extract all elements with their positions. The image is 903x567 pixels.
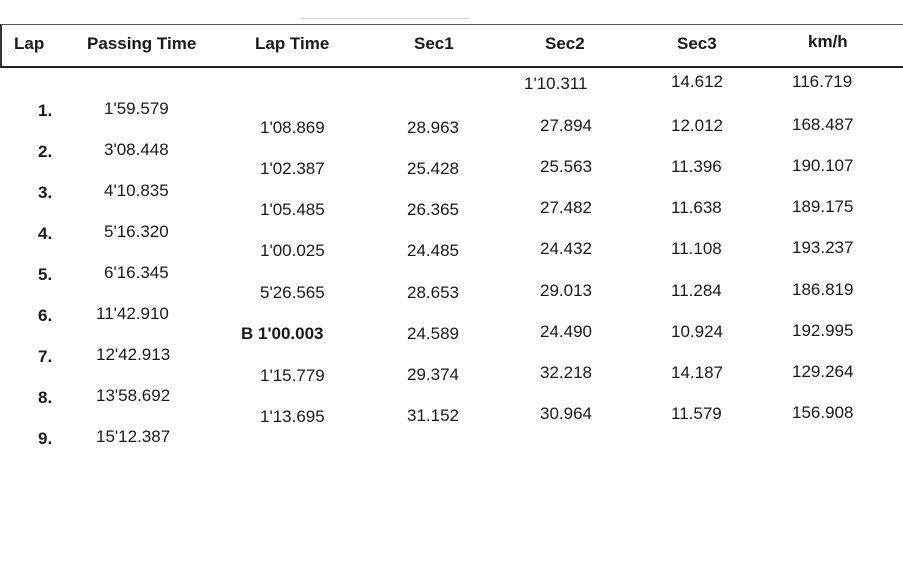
speed-value: 190.107 bbox=[792, 156, 854, 175]
top-divider bbox=[300, 18, 470, 19]
sec2-value: 29.013 bbox=[540, 281, 592, 300]
sec3-value: 14.187 bbox=[671, 363, 723, 382]
header-sec3: Sec3 bbox=[677, 34, 717, 53]
header-passing-time: Passing Time bbox=[87, 34, 197, 53]
sec2-value: 24.432 bbox=[540, 239, 592, 258]
sec2-value: 24.490 bbox=[540, 322, 592, 341]
header-lap-time: Lap Time bbox=[255, 34, 330, 53]
sec1-value: 28.963 bbox=[407, 118, 459, 137]
sec1-value: 25.428 bbox=[407, 159, 459, 178]
sec3-value: 11.638 bbox=[671, 198, 722, 217]
passing-time: 15'12.387 bbox=[96, 427, 171, 446]
sec3-value: 11.108 bbox=[671, 239, 722, 258]
passing-time: 13'58.692 bbox=[96, 386, 171, 405]
sec1-value: 28.653 bbox=[407, 283, 459, 302]
best-lap-time: B 1'00.003 bbox=[241, 324, 324, 343]
lap-time: 1'08.869 bbox=[260, 118, 325, 137]
sec3-value: 11.579 bbox=[671, 404, 722, 423]
lap-time: 1'00.025 bbox=[260, 241, 325, 260]
speed-value: 193.237 bbox=[792, 238, 854, 257]
sec3-value: 12.012 bbox=[671, 116, 723, 135]
lap-number: 5. bbox=[38, 265, 53, 284]
sec2-value: 32.218 bbox=[540, 363, 592, 382]
sec1-value: 24.589 bbox=[407, 324, 459, 343]
lap-time: 5'26.565 bbox=[260, 283, 325, 302]
header-lap: Lap bbox=[14, 34, 45, 53]
lap-number: 7. bbox=[38, 347, 53, 366]
first-speed: 116.719 bbox=[792, 72, 853, 91]
first-sec3: 14.612 bbox=[671, 72, 723, 91]
passing-time: 11'42.910 bbox=[96, 304, 169, 323]
sec2-value: 27.894 bbox=[540, 116, 592, 135]
lap-number: 3. bbox=[38, 183, 53, 202]
speed-value: 129.264 bbox=[792, 362, 854, 381]
header-sec2: Sec2 bbox=[545, 34, 585, 53]
passing-time: 3'08.448 bbox=[104, 140, 169, 159]
sec2-value: 30.964 bbox=[540, 404, 592, 423]
speed-value: 186.819 bbox=[792, 280, 854, 299]
sec3-value: 10.924 bbox=[671, 322, 723, 341]
lap-time: 1'13.695 bbox=[260, 407, 325, 426]
passing-time: 12'42.913 bbox=[96, 345, 171, 364]
speed-value: 189.175 bbox=[792, 197, 854, 216]
lap-number: 6. bbox=[38, 306, 53, 325]
passing-time: 5'16.320 bbox=[104, 222, 169, 241]
header-speed: km/h bbox=[808, 32, 848, 51]
sec1-value: 26.365 bbox=[407, 200, 459, 219]
lap-number: 4. bbox=[38, 224, 53, 243]
speed-value: 168.487 bbox=[792, 115, 854, 134]
speed-value: 192.995 bbox=[792, 321, 854, 340]
first-sec2: 1'10.311 bbox=[524, 74, 588, 93]
sec2-value: 27.482 bbox=[540, 198, 592, 217]
speed-value: 156.908 bbox=[792, 403, 854, 422]
header-sec1: Sec1 bbox=[414, 34, 454, 53]
lap-number: 2. bbox=[38, 142, 53, 161]
lap-time: 1'02.387 bbox=[260, 159, 325, 178]
sec3-value: 11.284 bbox=[671, 281, 722, 300]
sec3-value: 11.396 bbox=[671, 157, 722, 176]
lap-time: 1'15.779 bbox=[260, 366, 325, 385]
sec1-value: 24.485 bbox=[407, 241, 459, 260]
passing-time: 6'16.345 bbox=[104, 263, 169, 282]
sec1-value: 29.374 bbox=[407, 365, 459, 384]
lap-number: 8. bbox=[38, 388, 53, 407]
sec1-value: 31.152 bbox=[407, 406, 459, 425]
passing-time: 1'59.579 bbox=[104, 99, 169, 118]
lap-number: 9. bbox=[38, 429, 53, 448]
sec2-value: 25.563 bbox=[540, 157, 592, 176]
lap-number: 1. bbox=[38, 101, 53, 120]
passing-time: 4'10.835 bbox=[104, 181, 169, 200]
lap-time: 1'05.485 bbox=[260, 200, 325, 219]
